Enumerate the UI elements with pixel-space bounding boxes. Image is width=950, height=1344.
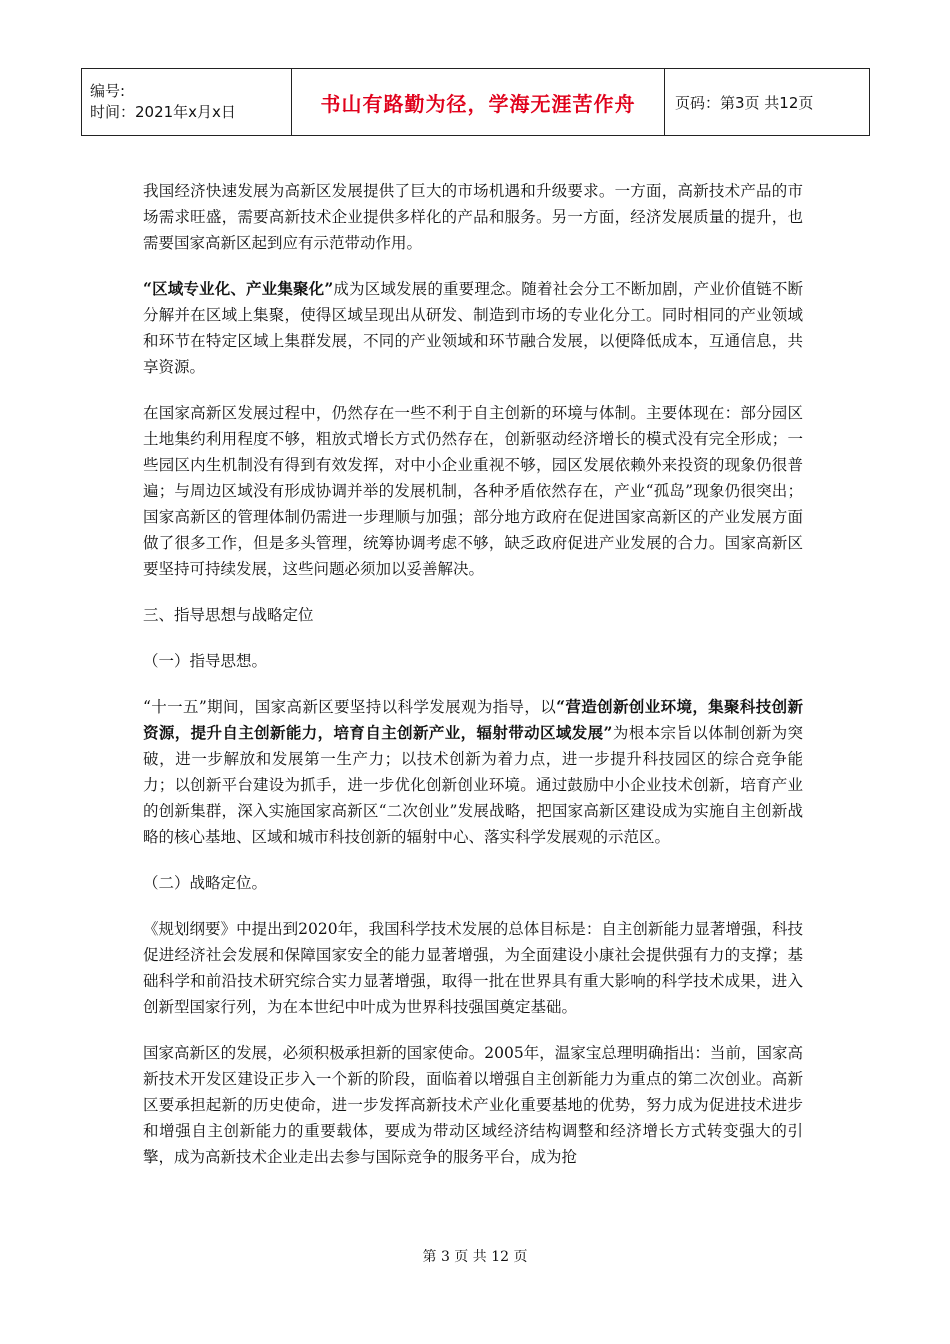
page-footer bbox=[0, 1246, 950, 1266]
subsection-heading: （二）战略定位。 bbox=[143, 874, 268, 892]
paragraph: “区域专业化、产业集聚化”成为区域发展的重要理念。随着社会分工不断加剧，产业价值链不断分解并在区域上集聚，使得区域呈现出从研发、制造到市场的专业化分工。同时相同的产业领域和环节在特定区域上集群发展，不同的产业领域和环节融合发展，以便降低成本，互通信息，共享资源。 bbox=[143, 279, 803, 376]
page-info: 页码：第3页 共12页 bbox=[675, 93, 814, 112]
paragraph: 《规划纲要》中提出到2020年，我国科学技术发展的总体目标是：自主创新能力显著增强，科技促进经济社会发展和保障国家安全的能力显著增强，为全面建设小康社会提供强有力的支撑；基础科学和前沿技术研究综合实力显著增强，取得一批在世界具有重大影响的科学技术成果，进入创新型国家行列，为在本世纪中叶成为世界科技强国奠定基础。 bbox=[143, 920, 803, 1016]
bold-phrase: “区域专业化、产业集聚化” bbox=[143, 279, 334, 298]
paragraph: 我国经济快速发展为高新区发展提供了巨大的市场机遇和升级要求。一方面，高新技术产品的市场需求旺盛，需要高新技术企业提供多样化的产品和服务。另一方面，经济发展质量的提升，也需要国家高新区起到应有示范带动作用。 bbox=[143, 182, 803, 252]
section-heading: 三、指导思想与战略定位 bbox=[143, 606, 314, 624]
number-label: 编号: bbox=[90, 82, 126, 100]
paragraph: “十一五”期间，国家高新区要坚持以科学发展观为指导，以“营造创新创业环境，集聚科技创新资源，提升自主创新能力，培育自主创新产业，辐射带动区域发展”为根本宗旨以体制创新为突破，进一步解放和发展第一生产力；以技术创新为着力点，进一步提升科技园区的综合竞争能力；以创新平台建设为抓手，进一步优化创新创业环境。通过鼓励中小企业技术创新，培育产业的创新集群，深入实施国家高新区“二次创业”发展战略，把国家高新区建设成为实施自主创新战略的核心基地、区域和城市科技创新的辐射中心、落实科学发展观的示范区。 bbox=[143, 697, 803, 846]
header-left-cell bbox=[82, 69, 292, 136]
time-label: 时间：2021年x月x日 bbox=[90, 103, 236, 121]
paragraph: 国家高新区的发展，必须积极承担新的国家使命。2005年，温家宝总理明确指出：当前，国家高新技术开发区建设正步入一个新的阶段，面临着以增强自主创新能力为重点的第二次创业。高新区要承担起新的历史使命，进一步发挥高新技术产业化重要基地的优势，努力成为促进技术进步和增强自主创新能力的重要载体，要成为带动区域经济结构调整和经济增长方式转变强大的引擎，成为高新技术企业走出去参与国际竞争的服务平台，成为抢 bbox=[143, 1044, 803, 1166]
document-body bbox=[143, 178, 803, 1190]
subsection-heading: （一）指导思想。 bbox=[143, 652, 268, 670]
document-header bbox=[81, 68, 870, 136]
bold-phrase: “营造创新创业环境，集聚科技创新资源，提升自主创新能力，培育自主创新产业，辐射带动区域发展” bbox=[143, 697, 803, 742]
footer-page-number: 第 3 页 共 12 页 bbox=[422, 1249, 528, 1265]
header-page-cell bbox=[665, 69, 870, 136]
header-motto-cell bbox=[292, 69, 665, 136]
paragraph: 在国家高新区发展过程中，仍然存在一些不利于自主创新的环境与体制。主要体现在：部分园区土地集约利用程度不够，粗放式增长方式仍然存在，创新驱动经济增长的模式没有完全形成；一些园区内生机制没有得到有效发挥，对中小企业重视不够，园区发展依赖外来投资的现象仍很普遍；与周边区域没有形成协调并举的发展机制，各种矛盾依然存在，产业“孤岛”现象仍很突出；国家高新区的管理体制仍需进一步理顺与加强；部分地方政府在促进国家高新区的产业发展方面做了很多工作，但是多头管理，统筹协调考虑不够，缺乏政府促进产业发展的合力。国家高新区要坚持可持续发展，这些问题必须加以妥善解决。 bbox=[143, 404, 803, 578]
header-motto: 书山有路勤为径，学海无涯苦作舟 bbox=[320, 91, 636, 116]
